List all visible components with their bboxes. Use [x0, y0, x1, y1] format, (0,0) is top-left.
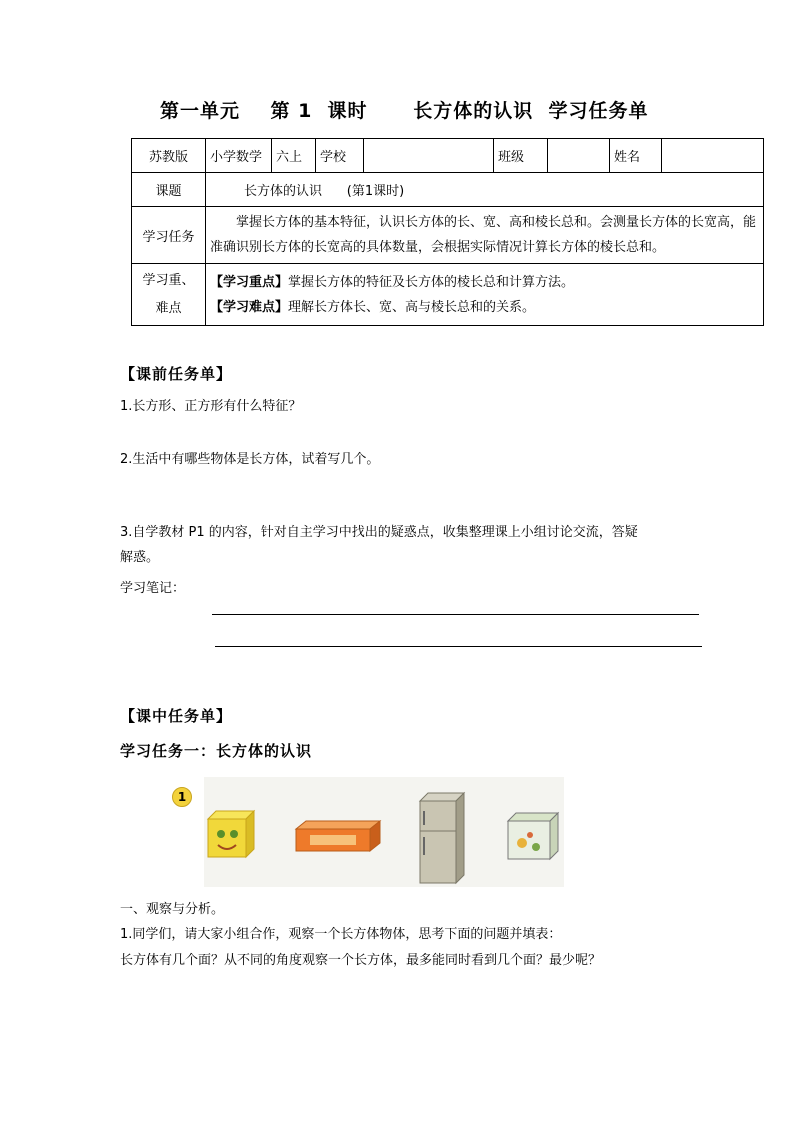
- school-field[interactable]: [364, 139, 494, 173]
- difficulty-tag: 【学习难点】: [210, 299, 289, 315]
- key-label-line1: 学习重、: [142, 272, 195, 288]
- topic-value: 长方体的认识 (第1课时): [206, 173, 764, 207]
- grade-cell: 六上: [272, 139, 316, 173]
- orange-box-image: [296, 821, 380, 851]
- publisher-cell: 苏教版: [132, 139, 206, 173]
- class-field[interactable]: [548, 139, 610, 173]
- task-value: 掌握长方体的基本特征，认识长方体的长、宽、高和棱长总和。会测量长方体的长宽高，能准确识别长方体的长宽高的具体数量，会根据实际情况计算长方体的棱长总和。: [206, 207, 764, 264]
- page-title: 第一单元 第 1 课时 长方体的认识 学习任务单: [160, 100, 649, 122]
- key-point-tag: 【学习重点】: [210, 274, 289, 290]
- difficulty-text: 理解长方体长、宽、高与棱长总和的关系。: [288, 299, 536, 315]
- toy-cube-image: [208, 811, 254, 857]
- subject-cell: 小学数学: [206, 139, 272, 173]
- key-label-line2: 难点: [155, 300, 182, 316]
- question-3-line2: 解惑。: [120, 550, 160, 565]
- refrigerator-image: [420, 793, 464, 883]
- question-1: 1.长方形、正方形有什么特征？: [120, 399, 302, 414]
- class-label: 班级: [494, 139, 548, 173]
- pre-class-heading: 【课前任务单】: [120, 365, 233, 383]
- instruction-text: 1.同学们，请大家小组合作，观察一个长方体物体，思考下面的问题并填表：: [120, 927, 562, 942]
- name-label: 姓名: [610, 139, 662, 173]
- key-difficulty-label: [132, 264, 206, 326]
- notes-label: 学习笔记：: [120, 581, 186, 596]
- cuboid-objects-illustration: [204, 777, 564, 887]
- key-point-row: [210, 270, 759, 295]
- key-point-text: 掌握长方体的特征及长方体的棱长总和计算方法。: [288, 274, 575, 290]
- key-difficulty-content: [206, 264, 764, 326]
- question-3: [120, 520, 720, 570]
- school-label: 学校: [316, 139, 364, 173]
- notes-line-2[interactable]: [215, 646, 702, 647]
- number-badge: 1: [172, 787, 192, 807]
- question-2: 2.生活中有哪些物体是长方体，试着写几个。: [120, 452, 380, 467]
- question-3-line1: 3.自学教材 P1 的内容，针对自主学习中找出的疑惑点，收集整理课上小组讨论交流，答疑: [120, 525, 638, 540]
- difficulty-row: [210, 295, 759, 320]
- task-label: 学习任务: [132, 207, 206, 264]
- in-class-heading: 【课中任务单】: [120, 707, 233, 725]
- cuboid-objects-svg: [204, 777, 564, 887]
- topic-label: 课题: [132, 173, 206, 207]
- observe-heading: 一、观察与分析。: [120, 902, 225, 917]
- name-field[interactable]: [662, 139, 764, 173]
- info-table: [131, 138, 764, 326]
- notes-line-1[interactable]: [212, 614, 699, 615]
- glass-tank-image: [508, 813, 558, 859]
- task1-title: 学习任务一：长方体的认识: [120, 742, 313, 760]
- question-text: 长方体有几个面？从不同的角度观察一个长方体，最多能同时看到几个面？最少呢？: [120, 953, 602, 968]
